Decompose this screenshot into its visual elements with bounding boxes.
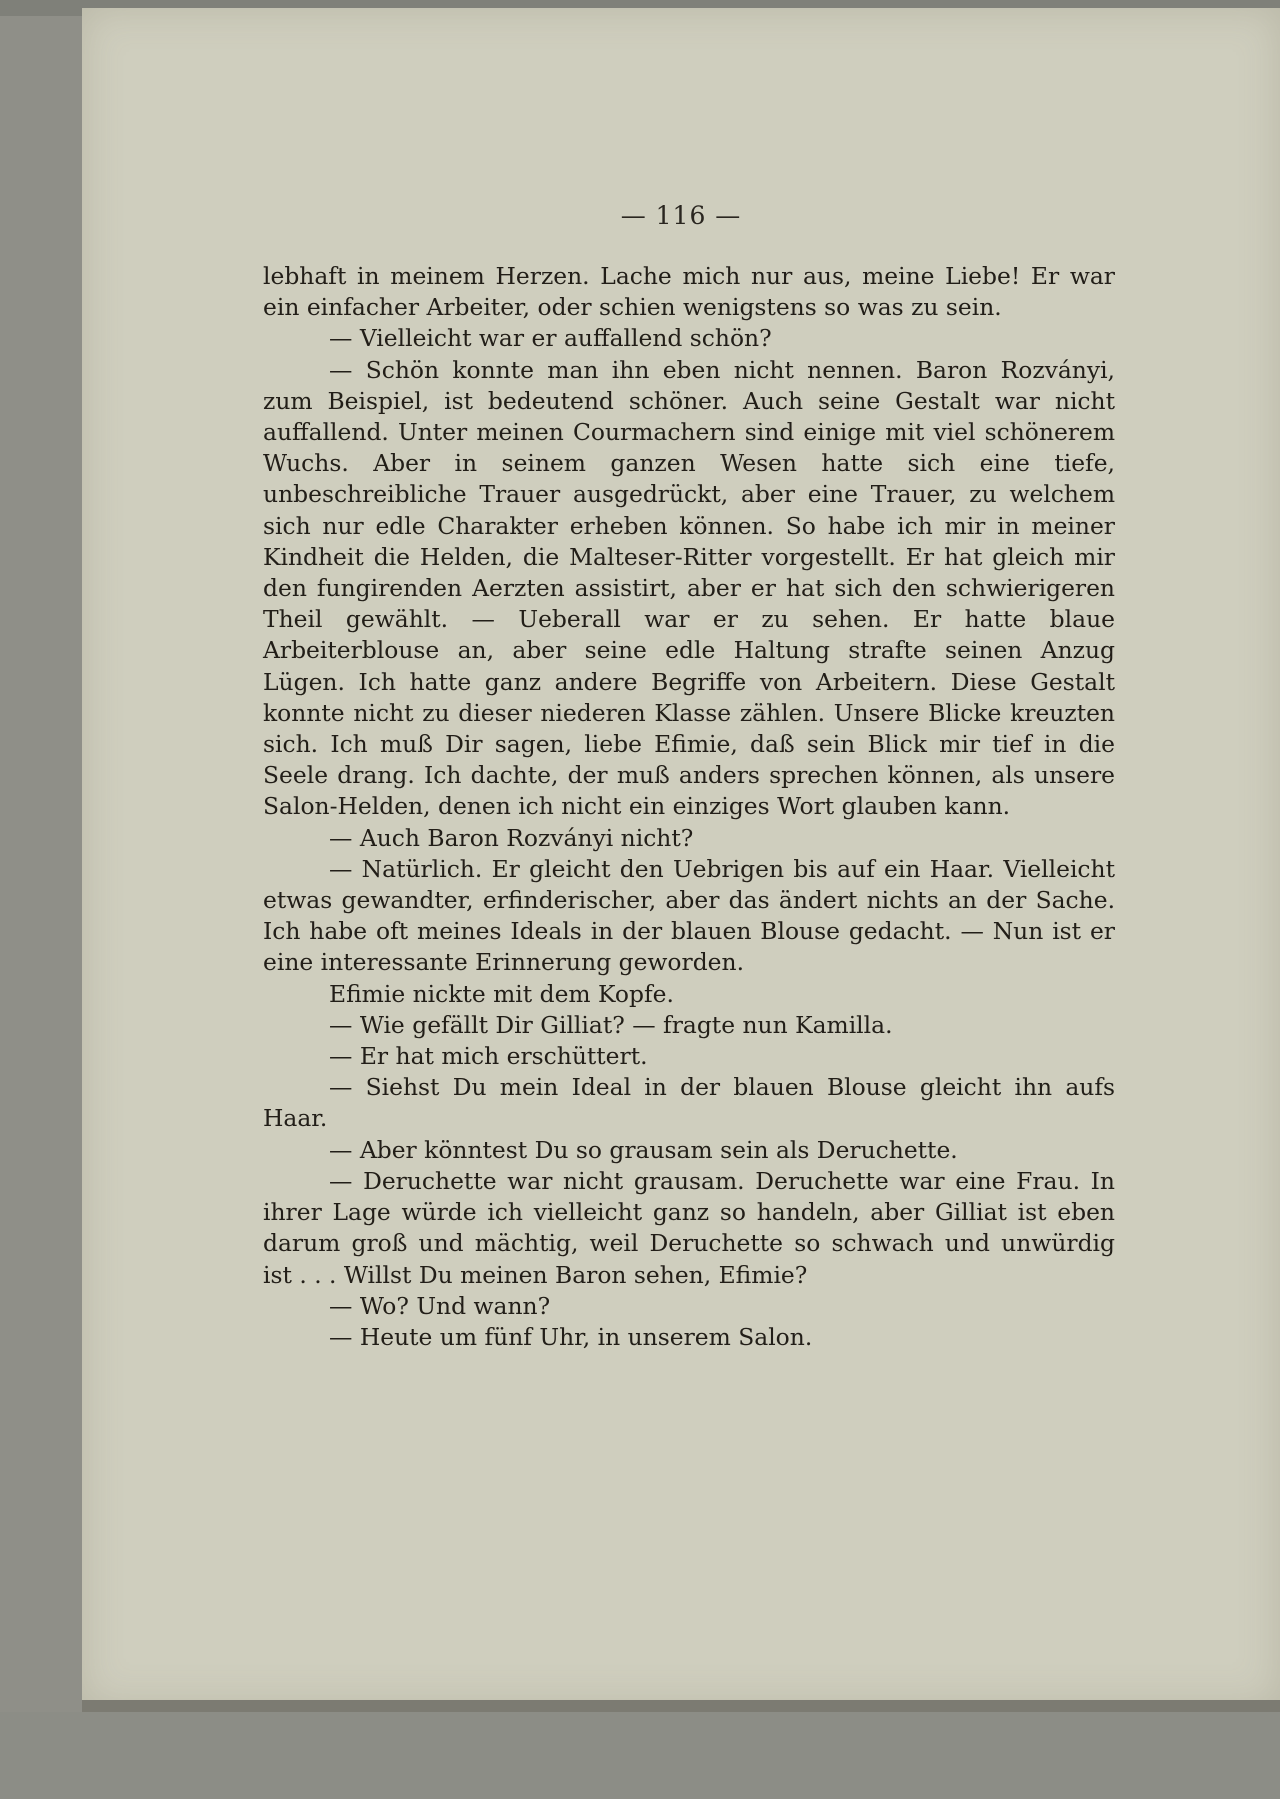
paragraph: — Deruchette war nicht grausam. Deruchette war eine Frau. In ihrer Lage würde ich vielleicht ganz so handeln, aber Gilliat ist eben darum groß und mächtig, weil Deruchette so schwach und unwürdig ist . . . Willst Du meinen Baron sehen, Efimie? (263, 1166, 1115, 1289)
page-bottom-edge (82, 1700, 1280, 1712)
paragraph: — Wie gefällt Dir Gilliat? — fragte nun Kamilla. (329, 1010, 893, 1039)
scan-background-bottom (0, 1712, 1280, 1799)
paragraph: — Auch Baron Rozványi nicht? (329, 823, 694, 852)
paragraph: Efimie nickte mit dem Kopfe. (329, 979, 674, 1008)
paragraph: — Er hat mich erschüttert. (329, 1042, 648, 1071)
page-number: — 116 — (620, 201, 742, 230)
paragraph: — Wo? Und wann? (329, 1291, 551, 1320)
paragraph: — Heute um fünf Uhr, in unserem Salon. (329, 1322, 813, 1351)
paragraph: — Siehst Du mein Ideal in der blauen Blouse gleicht ihn aufs Haar. (263, 1073, 1115, 1133)
paragraph: — Natürlich. Er gleicht den Uebrigen bis auf ein Haar. Vielleicht etwas gewandter, erfinderischer, aber das ändert nichts an der Sache. Ich habe oft meines Ideals in der blauen Blouse gedacht. — Nun ist er eine interessante Erinnerung geworden. (263, 854, 1115, 977)
paragraph: — Vielleicht war er auffallend schön? (329, 324, 772, 353)
paragraph: lebhaft in meinem Herzen. Lache mich nur aus, meine Liebe! Er war ein einfacher Arbeiter, oder schien wenigstens so was zu sein. (263, 262, 1115, 322)
book-page (82, 8, 1280, 1706)
paragraph: — Schön konnte man ihn eben nicht nennen. Baron Rozványi, zum Beispiel, ist bedeutend schöner. Auch seine Gestalt war nicht auffallend. Unter meinen Courmachern sind einige mit viel schönerem Wuchs. Aber in seinem ganzen Wesen hatte sich eine tiefe, unbeschreibliche Trauer ausgedrückt, aber eine Trauer, zu welchem sich nur edle Charakter erheben können. So habe ich mir in meiner Kindheit die Helden, die Malteser-Ritter vorgestellt. Er hat gleich mir den fungirenden Aerzten assistirt, aber er hat sich den schwierigeren Theil gewählt. — Ueberall war er zu sehen. Er hatte blaue Arbeiterblouse an, aber seine edle Haltung strafte seinen Anzug Lügen. Ich hatte ganz andere Begriffe von Arbeitern. Diese Gestalt konnte nicht zu dieser niederen Klasse zählen. Unsere Blicke kreuzten sich. Ich muß Dir sagen, liebe Efimie, daß sein Blick mir tief in die Seele drang. Ich dachte, der muß anders sprechen können, als unsere Salon-Helden, denen ich nicht ein einziges Wort glauben kann. (263, 355, 1115, 821)
paragraph: — Aber könntest Du so grausam sein als Deruchette. (329, 1135, 958, 1164)
body-text (263, 261, 1115, 1353)
